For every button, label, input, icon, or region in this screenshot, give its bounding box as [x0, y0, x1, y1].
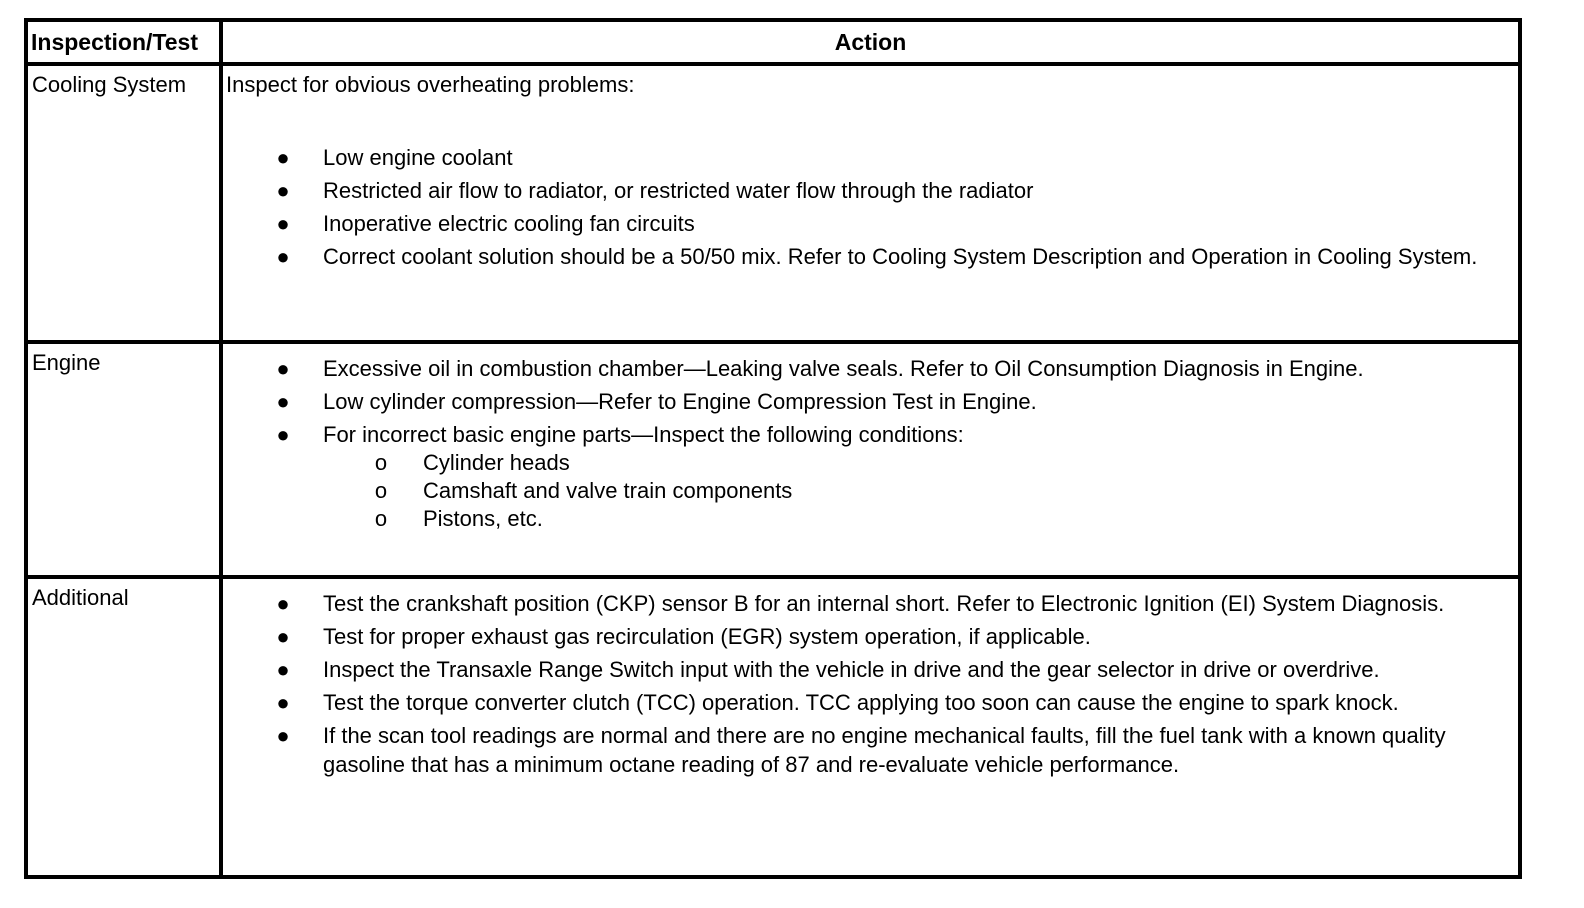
row-label-additional: Additional [32, 585, 129, 610]
list-item [273, 655, 1512, 684]
list-item [273, 589, 1512, 618]
sub-list-item-text: Pistons, etc. [423, 506, 543, 531]
row-divider [28, 340, 1518, 344]
circle-bullet-icon: o [374, 478, 388, 503]
bullet-icon: ● [276, 244, 290, 269]
sub-list-item-text: Cylinder heads [423, 450, 570, 475]
header-action: Action [834, 29, 907, 55]
bullet-icon: ● [276, 657, 290, 682]
row-label-engine: Engine [32, 350, 101, 375]
list-item [273, 721, 1512, 779]
list-item [273, 242, 1512, 271]
bullet-icon: ● [276, 624, 290, 649]
sub-list-item [323, 505, 1512, 533]
circle-bullet-icon: o [374, 450, 388, 475]
list-item-text: Test the torque converter clutch (TCC) operation. TCC applying too soon can cause the engine to spark knock. [323, 690, 1399, 715]
bullet-icon: ● [276, 145, 290, 170]
cooling-system-list [273, 143, 1512, 275]
list-item-text: Restricted air flow to radiator, or restricted water flow through the radiator [323, 178, 1034, 203]
sub-list-item [323, 449, 1512, 477]
bullet-icon: ● [276, 591, 290, 616]
list-item-text: Low engine coolant [323, 145, 513, 170]
list-item [273, 622, 1512, 651]
list-item-text: Test the crankshaft position (CKP) sensor B for an internal short. Refer to Electronic Ignition (EI) System Diagnosis. [323, 591, 1445, 616]
bullet-icon: ● [276, 422, 290, 447]
bullet-icon: ● [276, 723, 290, 748]
list-item [273, 176, 1512, 205]
row-divider [28, 575, 1518, 579]
additional-list [273, 589, 1512, 783]
list-item [273, 143, 1512, 172]
list-item-text: Low cylinder compression—Refer to Engine Compression Test in Engine. [323, 389, 1037, 414]
list-item-text: Correct coolant solution should be a 50/50 mix. Refer to Cooling System Description and Operation in Cooling System. [323, 244, 1478, 269]
list-item-text: Inoperative electric cooling fan circuits [323, 211, 695, 236]
sub-list-item-text: Camshaft and valve train components [423, 478, 793, 503]
bullet-icon: ● [276, 389, 290, 414]
sub-list-item [323, 477, 1512, 505]
list-item-text: For incorrect basic engine parts—Inspect the following conditions: [323, 422, 964, 447]
list-item [273, 420, 1512, 533]
list-item [273, 387, 1512, 416]
row-label-cooling-system: Cooling System [32, 72, 187, 97]
bullet-icon: ● [276, 690, 290, 715]
cooling-intro-text: Inspect for obvious overheating problems: [226, 72, 635, 97]
list-item [273, 688, 1512, 717]
list-item-text: Excessive oil in combustion chamber—Leaking valve seals. Refer to Oil Consumption Diagnosis in Engine. [323, 356, 1364, 381]
column-divider [219, 22, 223, 875]
list-item-text: Inspect the Transaxle Range Switch input with the vehicle in drive and the gear selector in drive or overdrive. [323, 657, 1380, 682]
list-item [273, 209, 1512, 238]
diagnostic-table [24, 18, 1522, 879]
bullet-icon: ● [276, 356, 290, 381]
list-item-text: If the scan tool readings are normal and there are no engine mechanical faults, fill the fuel tank with a known quality gasoline that has a minimum octane reading of 87 and re-evaluate vehicle performance. [323, 723, 1446, 777]
bullet-icon: ● [276, 178, 290, 203]
list-item-text: Test for proper exhaust gas recirculation (EGR) system operation, if applicable. [323, 624, 1091, 649]
header-inspection-test: Inspection/Test [31, 29, 198, 55]
bullet-icon: ● [276, 211, 290, 236]
circle-bullet-icon: o [374, 506, 388, 531]
list-item [273, 354, 1512, 383]
engine-sublist [323, 449, 1512, 533]
header-divider [28, 62, 1518, 66]
engine-list [273, 354, 1512, 537]
